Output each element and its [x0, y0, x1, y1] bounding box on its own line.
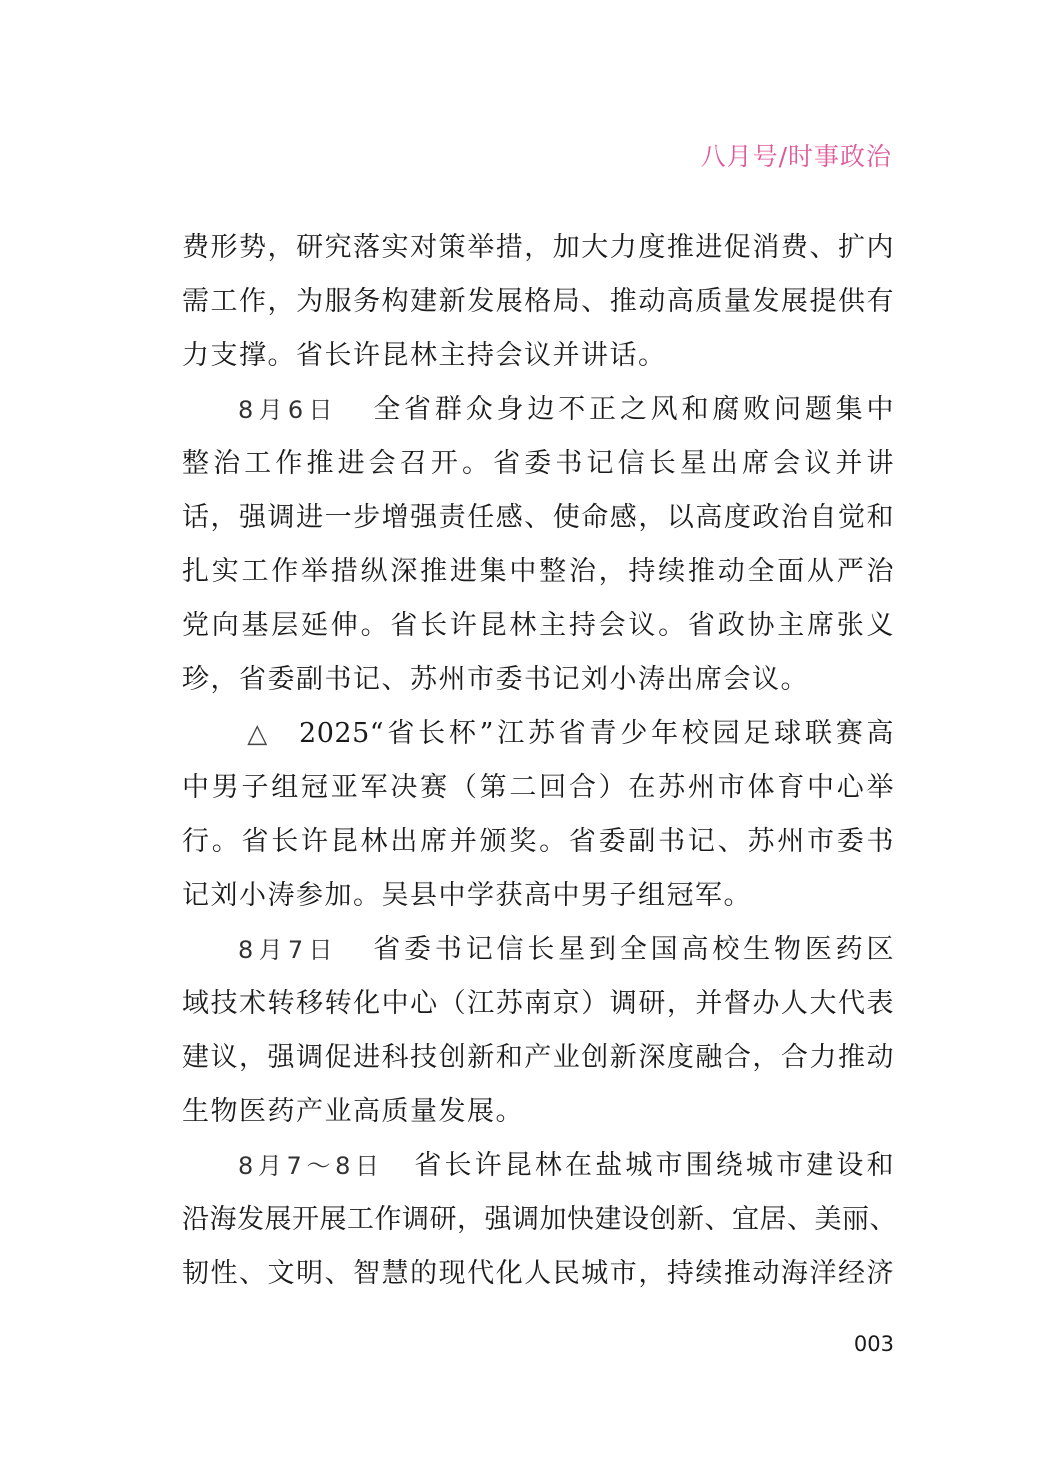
text-line: 韧性、文明、智慧的现代化人民城市，持续推动海洋经济	[182, 1258, 894, 1289]
text-line: 2025“省长杯”江苏省青少年校园足球联赛高	[299, 718, 894, 749]
text-line: 需工作，为服务构建新发展格局、推动高质量发展提供有	[182, 286, 894, 317]
text-line: 费形势，研究落实对策举措，加大力度推进促消费、扩内	[182, 232, 894, 263]
entry-date: 8月7～8日	[238, 1152, 384, 1180]
text-line: 生物医药产业高质量发展。	[182, 1096, 524, 1127]
triangle-marker-icon: △	[244, 719, 272, 749]
entry-date: 8月7日	[238, 936, 338, 964]
running-header: 八月号/时事政治	[700, 142, 892, 171]
text-line: 省委书记信长星到全国高校生物医药区	[369, 934, 895, 965]
text-line: 扎实工作举措纵深推进集中整治，持续推动全面从严治	[182, 556, 894, 587]
entry-first-line	[182, 714, 894, 754]
text-line: 党向基层延伸。省长许昆林主持会议。省政协主席张义	[182, 610, 894, 641]
text-line: 中男子组冠亚军决赛（第二回合）在苏州市体育中心举	[182, 772, 894, 803]
text-line: 整治工作推进会召开。省委书记信长星出席会议并讲	[182, 448, 894, 479]
text-line: 话，强调进一步增强责任感、使命感，以高度政治自觉和	[182, 502, 894, 533]
text-line: 建议，强调促进科技创新和产业创新深度融合，合力推动	[182, 1042, 894, 1073]
text-line: 记刘小涛参加。吴县中学获高中男子组冠军。	[182, 880, 752, 911]
text-line: 沿海发展开展工作调研，强调加快建设创新、宜居、美丽、	[182, 1204, 897, 1235]
text-line: 全省群众身边不正之风和腐败问题集中	[369, 394, 895, 425]
text-line: 珍，省委副书记、苏州市委书记刘小涛出席会议。	[182, 664, 809, 695]
entry-first-line	[182, 1146, 894, 1186]
page-number: 003	[853, 1332, 894, 1356]
entry-first-line	[182, 390, 894, 430]
text-line: 力支撑。省长许昆林主持会议并讲话。	[182, 340, 667, 371]
text-line: 域技术转移转化中心（江苏南京）调研，并督办人大代表	[182, 988, 894, 1019]
text-line: 省长许昆林在盐城市围绕城市建设和	[411, 1150, 895, 1181]
entry-date: 8月6日	[238, 396, 338, 424]
text-line: 行。省长许昆林出席并颁奖。省委副书记、苏州市委书	[182, 826, 894, 857]
entry-first-line	[182, 930, 894, 970]
